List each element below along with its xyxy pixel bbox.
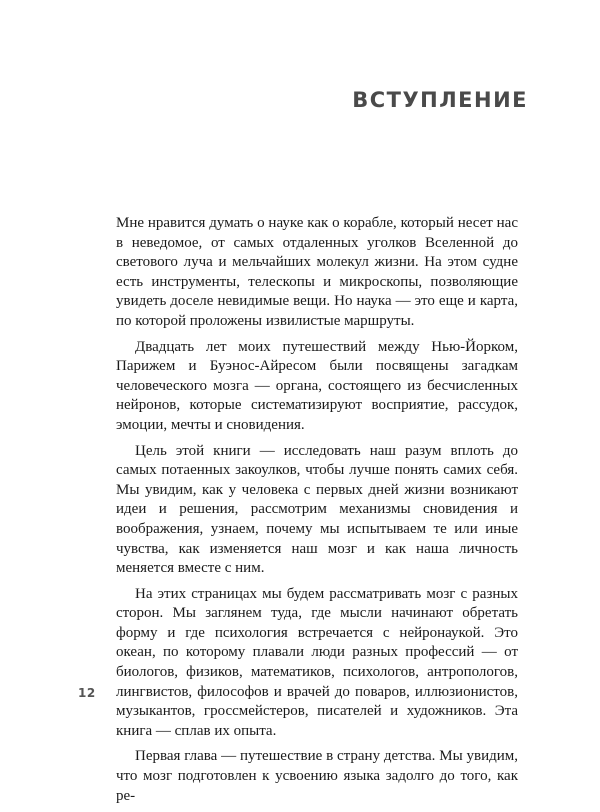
paragraph-1: Мне нравится думать о науке как о корабле, который несет нас в неведомое, от самых отдаленных уголков Вселенной до светового луча и мельчайших молекул жизни. На этом судне есть инструменты, телескопы и микроскопы, позволяющие увидеть доселе невидимые вещи. Но наука — это еще и карта, по которой проложены извилистые маршруты. bbox=[116, 215, 518, 329]
paragraph-2: Двадцать лет моих путешествий между Нью-Йорком, Парижем и Буэнос-Айресом были посвящены загадкам человеческого мозга — органа, состоящего из бесчисленных нейронов, которые систематизируют восприятие, рассудок, эмоции, мечты и сновидения. bbox=[116, 338, 518, 433]
paragraph-4: На этих страницах мы будем рассматривать мозг с разных сторон. Мы заглянем туда, где мысли начинают обретать форму и где психология встречается с нейронаукой. Это океан, по которому плавали люди разных профессий — от биологов, физиков, математиков, психологов, антропологов, лингвистов, философов и врачей до поваров, иллюзионистов, музыкантов, гроссмейстеров, писателей и художников. Эта книга — сплав их опыта. bbox=[116, 585, 518, 739]
page-number: 12 bbox=[78, 686, 96, 700]
paragraph-5: Первая глава — путешествие в страну детства. Мы увидим, что мозг подготовлен к усвоению языка задолго до того, как ре- bbox=[116, 748, 518, 804]
paragraph-3: Цель этой книги — исследовать наш разум вплоть до самых потаенных закоулков, чтобы лучше понять самих себя. Мы увидим, как у человека с первых дней жизни возникают идеи и решения, рассмотрим механизмы сновидения и воображения, узнаем, почему мы испытываем те или иные чувства, как изменяется наш мозг и как наша личность меняется вместе с ним. bbox=[116, 442, 518, 577]
chapter-title: ВСТУПЛЕНИЕ bbox=[352, 88, 528, 112]
body-text bbox=[116, 214, 518, 812]
